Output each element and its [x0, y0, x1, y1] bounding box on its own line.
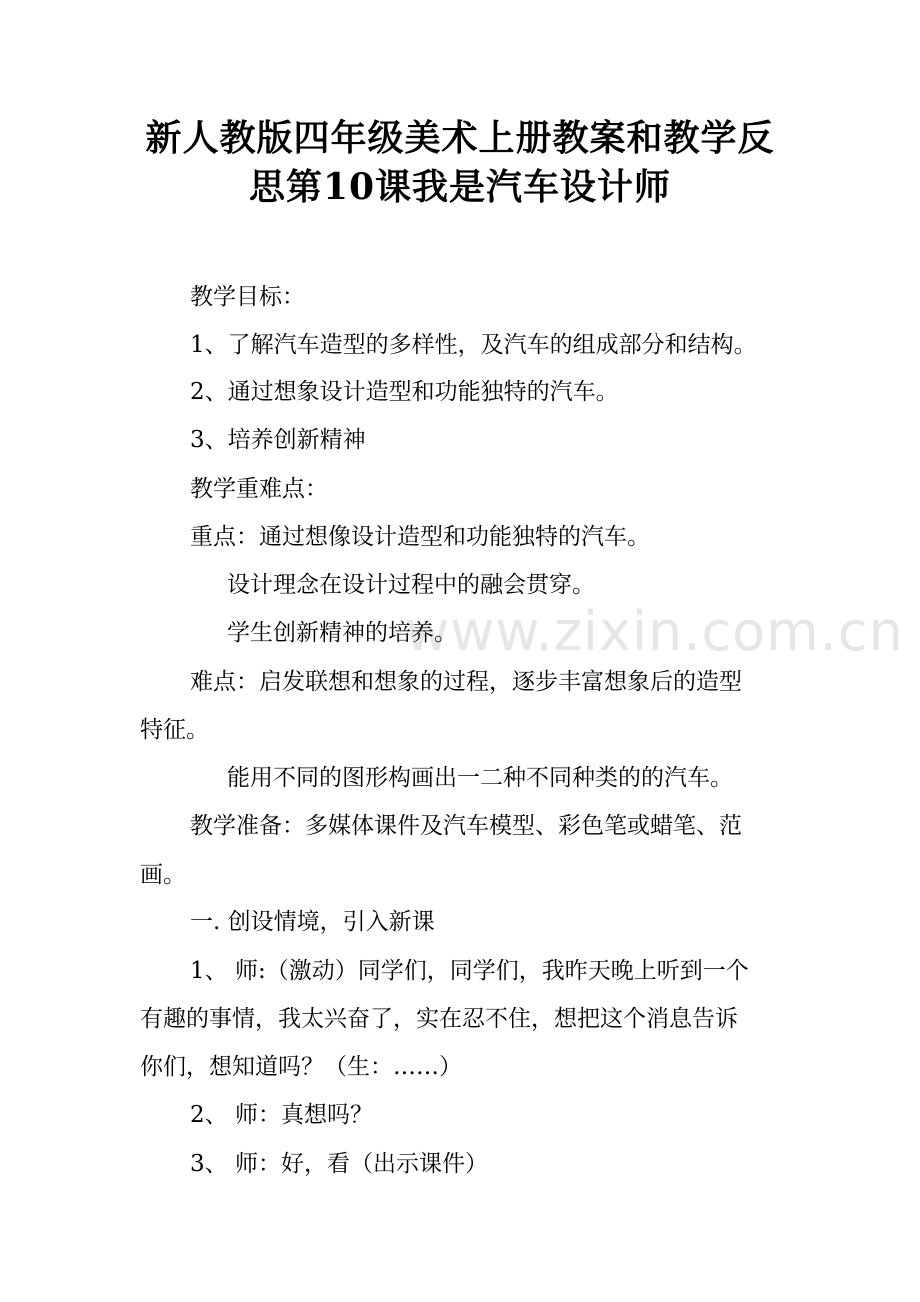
section-heading-objectives: 教学目标： — [190, 284, 305, 310]
watermark: www.zixin.com.cn — [405, 600, 904, 663]
document-title-line-1: 新人教版四年级美术上册教案和教学反 — [145, 117, 775, 159]
step-1-line: 1、 师:（激动）同学们，同学们，我昨天晚上听到一个 — [190, 958, 749, 984]
step-2-line: 2、 师：真想吗？ — [190, 1102, 373, 1128]
objective-item-2: 2、通过想象设计造型和功能独特的汽车。 — [190, 379, 619, 405]
preparation-line: 教学准备：多媒体课件及汽车模型、彩色笔或蜡笔、范 — [190, 813, 742, 839]
objective-item-3: 3、培养创新精神 — [190, 427, 366, 453]
key-point-sub-2: 学生创新精神的培养。 — [227, 620, 457, 646]
difficulty-sub: 能用不同的图形构画出一二种不同种类的的汽车。 — [227, 765, 733, 791]
key-point-sub-1: 设计理念在设计过程中的融会贯穿。 — [227, 572, 595, 598]
document-title-line-2: 思第10课我是汽车设计师 — [248, 166, 672, 208]
section-heading-intro: 一. 创设情境，引入新课 — [190, 909, 435, 935]
key-point-line: 重点：通过想像设计造型和功能独特的汽车。 — [190, 524, 650, 550]
difficulty-line-continued: 特征。 — [140, 717, 209, 743]
step-3-line: 3、 师：好，看（出示课件） — [190, 1151, 488, 1177]
difficulty-line: 难点：启发联想和想象的过程，逐步丰富想象后的造型 — [190, 669, 742, 695]
objective-item-1: 1、了解汽车造型的多样性，及汽车的组成部分和结构。 — [190, 332, 757, 358]
section-heading-key-points: 教学重难点： — [190, 476, 328, 502]
preparation-line-continued: 画。 — [140, 862, 186, 888]
step-1-line-continued-1: 有趣的事情，我太兴奋了，实在忍不住，想把这个消息告诉 — [140, 1006, 738, 1032]
step-1-line-continued-2: 你们，想知道吗？（生：……） — [140, 1054, 462, 1080]
